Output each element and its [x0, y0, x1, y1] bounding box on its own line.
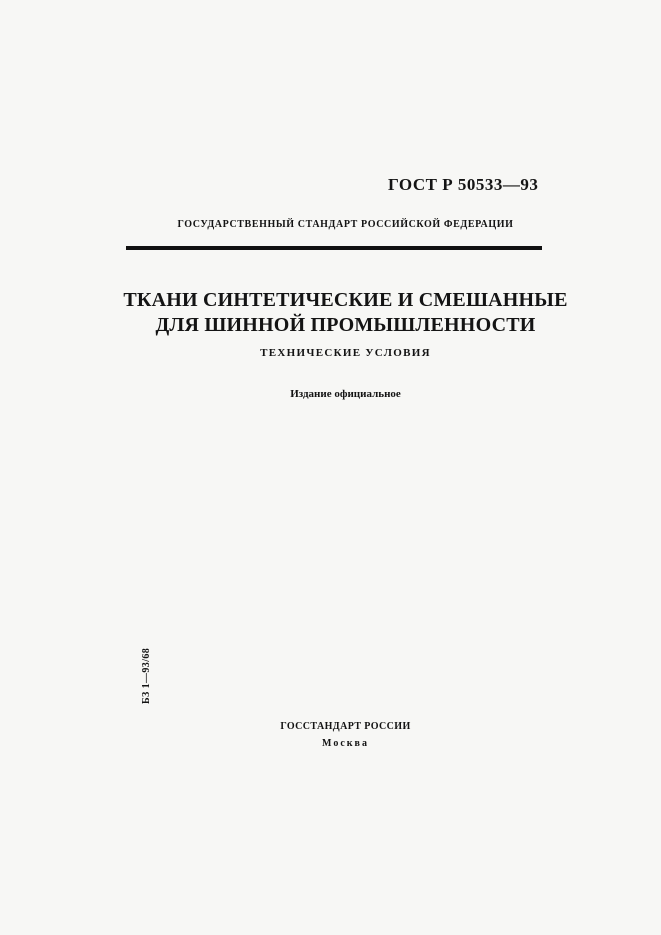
- publication-city: Москва: [322, 738, 369, 749]
- side-code: БЗ 1—93/68: [141, 647, 152, 704]
- heading-rule: [126, 246, 542, 250]
- title-line-1: ТКАНИ СИНТЕТИЧЕСКИЕ И СМЕШАННЫЕ: [123, 289, 568, 311]
- edition-note: Издание официальное: [290, 388, 401, 400]
- document-subtitle: ТЕХНИЧЕСКИЕ УСЛОВИЯ: [260, 347, 431, 359]
- document-title: [0, 288, 661, 338]
- title-line-2: ДЛЯ ШИННОЙ ПРОМЫШЛЕННОСТИ: [155, 314, 536, 336]
- publisher: ГОССТАНДАРТ РОССИИ: [280, 721, 411, 732]
- document-number: ГОСТ Р 50533—93: [388, 175, 539, 194]
- state-standard-heading: ГОСУДАРСТВЕННЫЙ СТАНДАРТ РОССИЙСКОЙ ФЕДЕРАЦИИ: [177, 219, 514, 230]
